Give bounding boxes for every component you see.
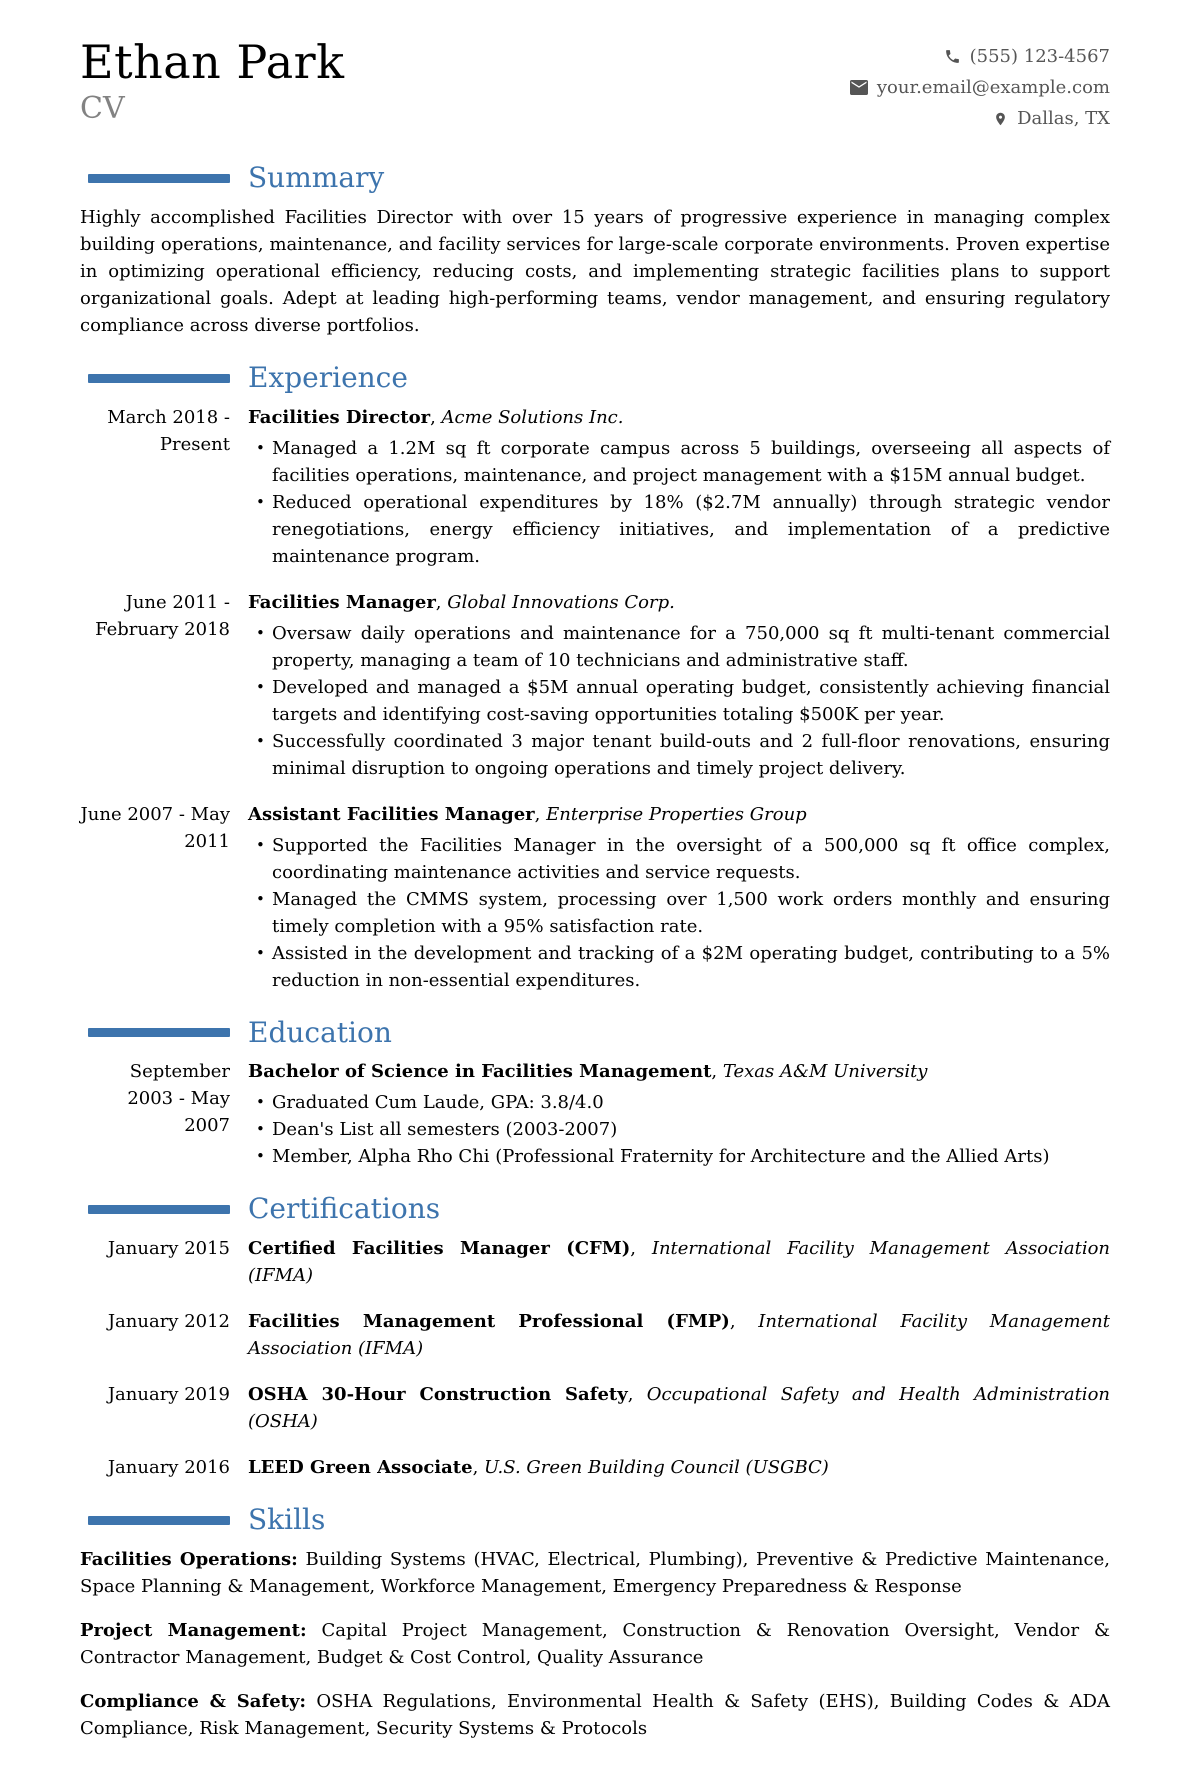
entry-date: January 2019 — [107, 1384, 230, 1406]
phone-number: (555) 123-4567 — [969, 46, 1110, 67]
certification-entry — [80, 1235, 1110, 1289]
headline-separator: , — [729, 1311, 759, 1333]
certification-name: Certified Facilities Manager (CFM) — [248, 1238, 631, 1260]
skill-category-label: Compliance & Safety: — [80, 1690, 307, 1712]
entry-date: January 2016 — [107, 1457, 230, 1479]
section-experience — [80, 360, 1110, 994]
certification-entry — [80, 1308, 1110, 1362]
bullet-item: • Assisted in the development and tracking of a $2M operating budget, contributing to a 5% reduction in non-essential expenditures. — [272, 940, 1110, 994]
skill-category-label: Facilities Operations: — [80, 1548, 298, 1570]
certification-entry — [80, 1381, 1110, 1435]
headline-separator: , — [534, 803, 547, 825]
contact-block — [850, 46, 1110, 139]
entry-headline — [248, 1058, 1110, 1085]
certification-issuer: Occupational Safety and Health Administration (OSHA) — [248, 1384, 1110, 1433]
envelope-icon — [850, 80, 868, 95]
entry-bullets — [248, 620, 1110, 782]
company-name: Acme Solutions Inc. — [441, 406, 624, 428]
section-title-summary: Summary — [248, 161, 385, 194]
education-entry — [80, 1058, 1110, 1170]
experience-entry — [80, 404, 1110, 570]
certification-headline — [248, 1308, 1110, 1362]
section-heading — [80, 1505, 1110, 1536]
section-title-experience: Experience — [248, 360, 408, 394]
job-title: Facilities Manager — [248, 591, 436, 613]
skill-item — [80, 1617, 1110, 1671]
section-rule — [88, 1028, 230, 1037]
company-name: Global Innovations Corp. — [447, 591, 675, 613]
bullet-item: • Managed a 1.2M sq ft corporate campus across 5 buildings, overseeing all aspects of facilities operations, maintenance, and project management with a $15M annual budget. — [272, 435, 1110, 489]
entry-content — [248, 589, 1110, 782]
cv-header — [80, 36, 1110, 139]
skill-category-label: Project Management: — [80, 1619, 307, 1641]
location-line — [850, 108, 1110, 129]
skill-text: OSHA Regulations, Environmental Health & Safety (EHS), Building Codes & ADA Compliance, Risk Management, Security Systems & Protocols — [80, 1690, 1110, 1739]
section-title-skills: Skills — [248, 1503, 326, 1537]
company-name: Enterprise Properties Group — [546, 803, 807, 825]
entry-headline — [248, 801, 1110, 828]
entry-date: January 2015 — [107, 1238, 230, 1260]
entry-bullets — [248, 435, 1110, 570]
phone-link[interactable] — [850, 46, 1110, 67]
certification-name: OSHA 30-Hour Construction Safety — [248, 1384, 628, 1406]
certification-headline — [248, 1454, 1110, 1481]
headline-separator: , — [630, 1238, 652, 1260]
certification-name: Facilities Management Professional (FMP) — [248, 1311, 730, 1333]
skill-item — [80, 1688, 1110, 1742]
entry-headline — [248, 589, 1110, 616]
certification-headline — [248, 1381, 1110, 1435]
bullet-item: • Member, Alpha Rho Chi (Professional Fraternity for Architecture and the Allied Arts) — [272, 1143, 1110, 1170]
identity-block — [80, 36, 345, 127]
section-heading — [80, 1015, 1110, 1049]
location-text: Dallas, TX — [1017, 108, 1110, 129]
certification-issuer: International Facility Management Association (IFMA) — [248, 1238, 1111, 1287]
section-skills — [80, 1505, 1110, 1742]
section-education — [80, 1015, 1110, 1171]
job-title: Assistant Facilities Manager — [248, 803, 535, 825]
entry-headline — [248, 404, 1110, 431]
summary-text: Highly accomplished Facilities Director with over 15 years of progressive experience in managing complex building operations, maintenance, and facility services for large-scale corporate environments. Proven expertise in optimizing operational efficiency, reducing costs, and implementing strategic facilities plans to support organizational goals. Adept at leading high-performing teams, vendor management, and ensuring regulatory compliance across diverse portfolios. — [80, 206, 1110, 336]
headline-separator: , — [711, 1061, 723, 1083]
email-link[interactable] — [850, 77, 1110, 98]
certification-name: LEED Green Associate — [248, 1457, 473, 1479]
phone-icon — [944, 48, 961, 65]
section-rule — [88, 374, 230, 383]
email-address: your.email@example.com — [876, 77, 1110, 98]
entry-content — [248, 801, 1110, 994]
certification-entry — [80, 1454, 1110, 1481]
degree-name: Bachelor of Science in Facilities Management — [248, 1061, 712, 1083]
skill-text: Building Systems (HVAC, Electrical, Plumbing), Preventive & Predictive Maintenance, Space Planning & Management, Workforce Management, Emergency Preparedness & Response — [80, 1548, 1110, 1597]
entry-date: January 2012 — [107, 1311, 230, 1333]
skill-text: Capital Project Management, Construction & Renovation Oversight, Vendor & Contractor Management, Budget & Cost Control, Quality Assurance — [80, 1619, 1110, 1668]
bullet-item: • Managed the CMMS system, processing over 1,500 work orders monthly and ensuring timely completion with a 95% satisfaction rate. — [272, 886, 1110, 940]
certification-issuer: U.S. Green Building Council (USGBC) — [484, 1457, 829, 1479]
skill-item — [80, 1546, 1110, 1600]
section-certifications — [80, 1194, 1110, 1481]
experience-entry — [80, 801, 1110, 994]
entry-date: June 2011 - February 2018 — [95, 591, 230, 640]
entry-date: September 2003 - May 2007 — [127, 1061, 230, 1137]
section-heading — [80, 1194, 1110, 1225]
job-title: Facilities Director — [248, 406, 431, 428]
bullet-item: • Successfully coordinated 3 major tenant build-outs and 2 full-floor renovations, ensuring minimal disruption to ongoing operations and timely project delivery. — [272, 728, 1110, 782]
bullet-item: • Developed and managed a $5M annual operating budget, consistently achieving financial targets and identifying cost-saving opportunities totaling $500K per year. — [272, 674, 1110, 728]
section-heading — [80, 163, 1110, 194]
entry-content — [248, 404, 1110, 570]
bullet-item: • Graduated Cum Laude, GPA: 3.8/4.0 — [272, 1089, 1110, 1116]
bullet-item: • Supported the Facilities Manager in the oversight of a 500,000 sq ft office complex, coordinating maintenance activities and service requests. — [272, 832, 1110, 886]
headline-separator: , — [472, 1457, 485, 1479]
section-title-certifications: Certifications — [248, 1192, 441, 1226]
entry-bullets — [248, 1089, 1110, 1170]
section-rule — [88, 1205, 230, 1214]
entry-date: June 2007 - May 2011 — [80, 803, 230, 852]
entry-date: March 2018 - Present — [107, 406, 230, 455]
section-heading — [80, 360, 1110, 394]
bullet-item: • Reduced operational expenditures by 18% ($2.7M annually) through strategic vendor renegotiations, energy efficiency initiatives, and implementation of a predictive maintenance program. — [272, 489, 1110, 570]
headline-separator: , — [435, 591, 448, 613]
bullet-item: • Oversaw daily operations and maintenance for a 750,000 sq ft multi-tenant commercial property, managing a team of 10 technicians and administrative staff. — [272, 620, 1110, 674]
certification-issuer: International Facility Management Association (IFMA) — [248, 1311, 1110, 1360]
document-type-label: CV — [80, 90, 125, 126]
section-title-education: Education — [248, 1015, 392, 1049]
section-summary — [80, 163, 1110, 339]
section-rule — [88, 1516, 230, 1525]
headline-separator: , — [627, 1384, 647, 1406]
experience-entry — [80, 589, 1110, 782]
bullet-item: • Dean's List all semesters (2003-2007) — [272, 1116, 1110, 1143]
certification-headline — [248, 1235, 1110, 1289]
entry-bullets — [248, 832, 1110, 994]
section-rule — [88, 174, 230, 183]
person-name: Ethan Park — [80, 35, 345, 89]
map-pin-icon — [993, 110, 1008, 128]
school-name: Texas A&M University — [722, 1061, 928, 1083]
entry-content — [248, 1058, 1110, 1170]
headline-separator: , — [430, 406, 442, 428]
